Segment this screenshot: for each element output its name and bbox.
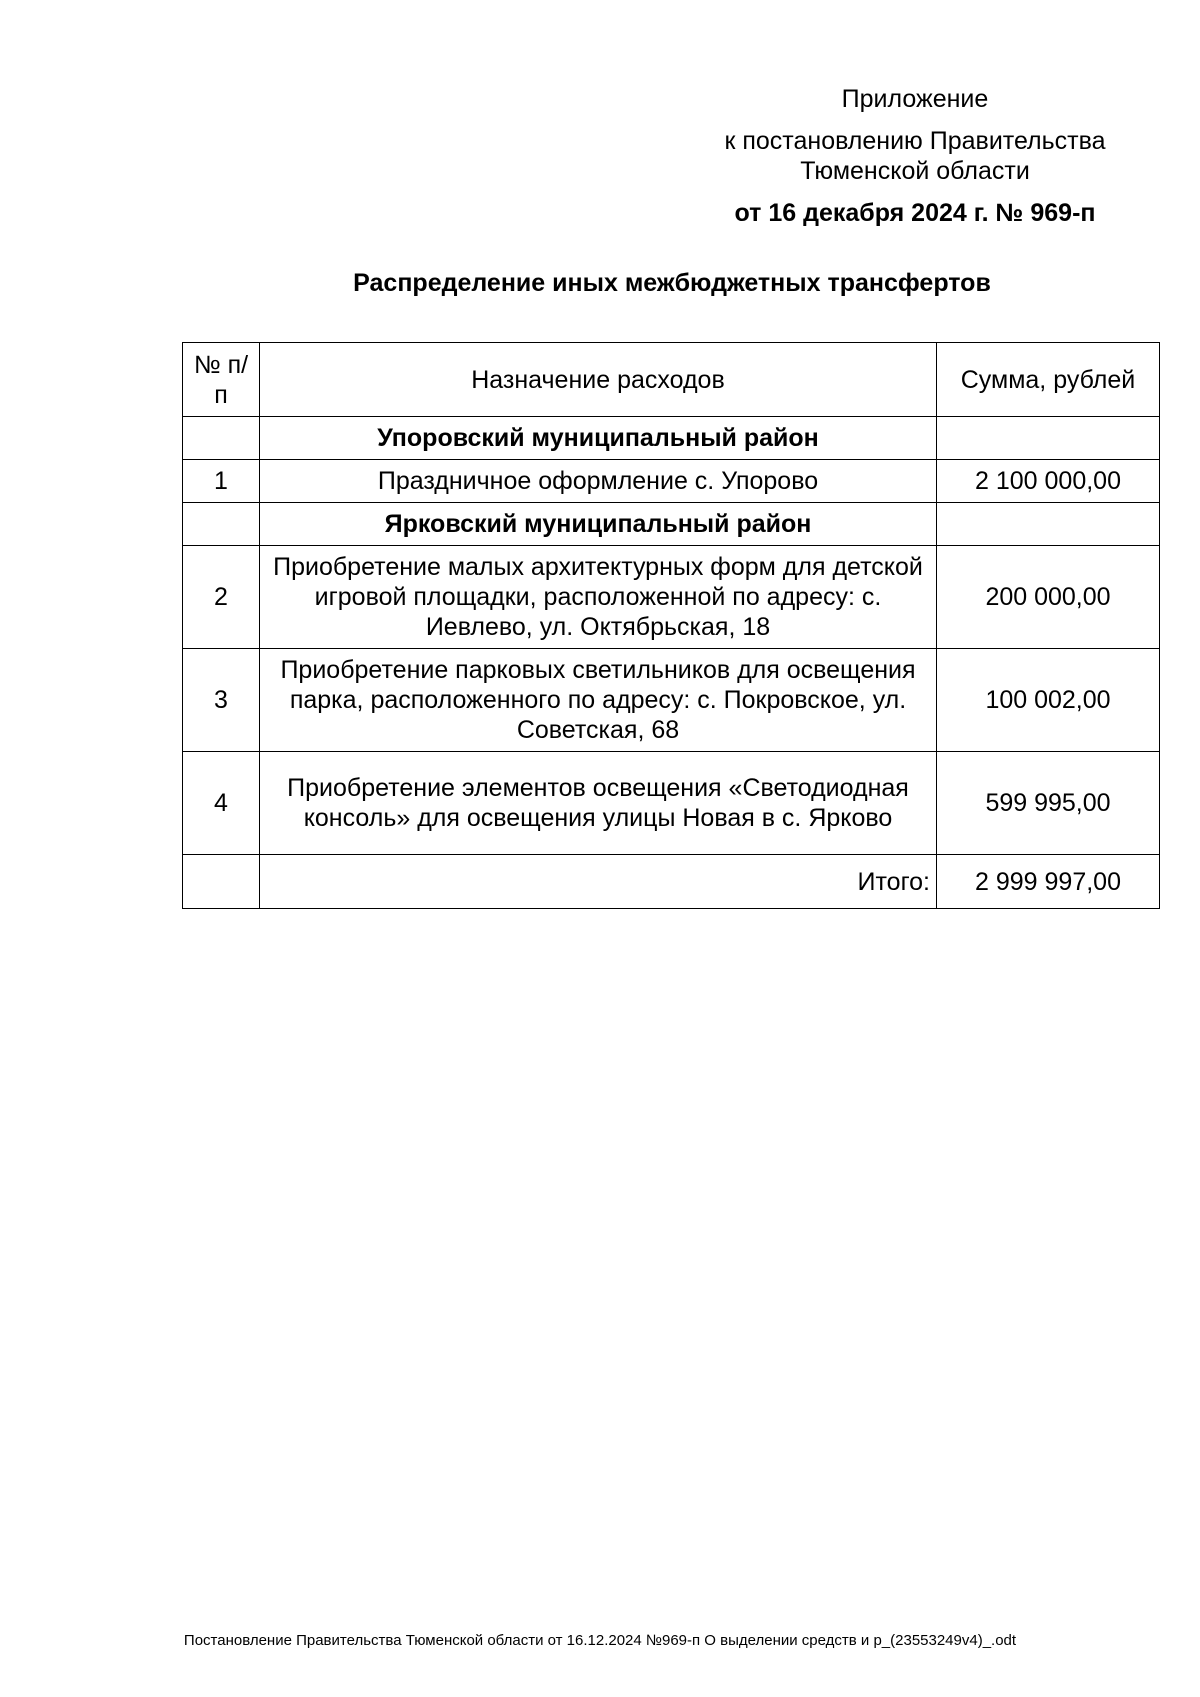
row-sum: 2 100 000,00 <box>937 460 1160 503</box>
district-sum-cell <box>937 417 1160 460</box>
row-sum: 599 995,00 <box>937 752 1160 855</box>
table-row <box>183 546 1160 649</box>
district-row <box>183 503 1160 546</box>
table-row <box>183 752 1160 855</box>
district-number-cell <box>183 503 260 546</box>
row-purpose: Приобретение элементов освещения «Светодиодная консоль» для освещения улицы Новая в с. Ярково <box>260 752 937 855</box>
row-sum: 100 002,00 <box>937 649 1160 752</box>
row-number: 1 <box>183 460 260 503</box>
row-purpose: Праздничное оформление с. Упорово <box>260 460 937 503</box>
header-sum: Сумма, рублей <box>937 343 1160 417</box>
table-row <box>183 460 1160 503</box>
total-label: Итого: <box>260 855 937 909</box>
row-number: 4 <box>183 752 260 855</box>
row-number: 3 <box>183 649 260 752</box>
district-sum-cell <box>937 503 1160 546</box>
row-purpose: Приобретение парковых светильников для освещения парка, расположенного по адресу: с. Покровское, ул. Советская, 68 <box>260 649 937 752</box>
document-title: Распределение иных межбюджетных трансфертов <box>353 269 991 297</box>
district-name: Упоровский муниципальный район <box>260 417 937 460</box>
page-footer: Постановление Правительства Тюменской области от 16.12.2024 №969-п О выделении средств и р_(23553249v4)_.odt <box>183 1632 1017 1649</box>
district-number-cell <box>183 417 260 460</box>
district-row <box>183 417 1160 460</box>
row-sum: 200 000,00 <box>937 546 1160 649</box>
district-name: Ярковский муниципальный район <box>260 503 937 546</box>
appendix-reference: к постановлению Правительства Тюменской области <box>724 127 1106 185</box>
header-number: № п/п <box>183 343 260 417</box>
row-number: 2 <box>183 546 260 649</box>
total-row <box>183 855 1160 909</box>
total-number-cell <box>183 855 260 909</box>
table-row <box>183 649 1160 752</box>
total-sum: 2 999 997,00 <box>937 855 1160 909</box>
transfers-table <box>182 342 1160 909</box>
appendix-date-number: от 16 декабря 2024 г. № 969-п <box>734 199 1096 227</box>
row-purpose: Приобретение малых архитектурных форм для детской игровой площадки, расположенной по адресу: с. Иевлево, ул. Октябрьская, 18 <box>260 546 937 649</box>
appendix-header <box>690 84 1140 228</box>
appendix-label: Приложение <box>841 85 989 113</box>
header-purpose: Назначение расходов <box>260 343 937 417</box>
table-header-row <box>183 343 1160 417</box>
